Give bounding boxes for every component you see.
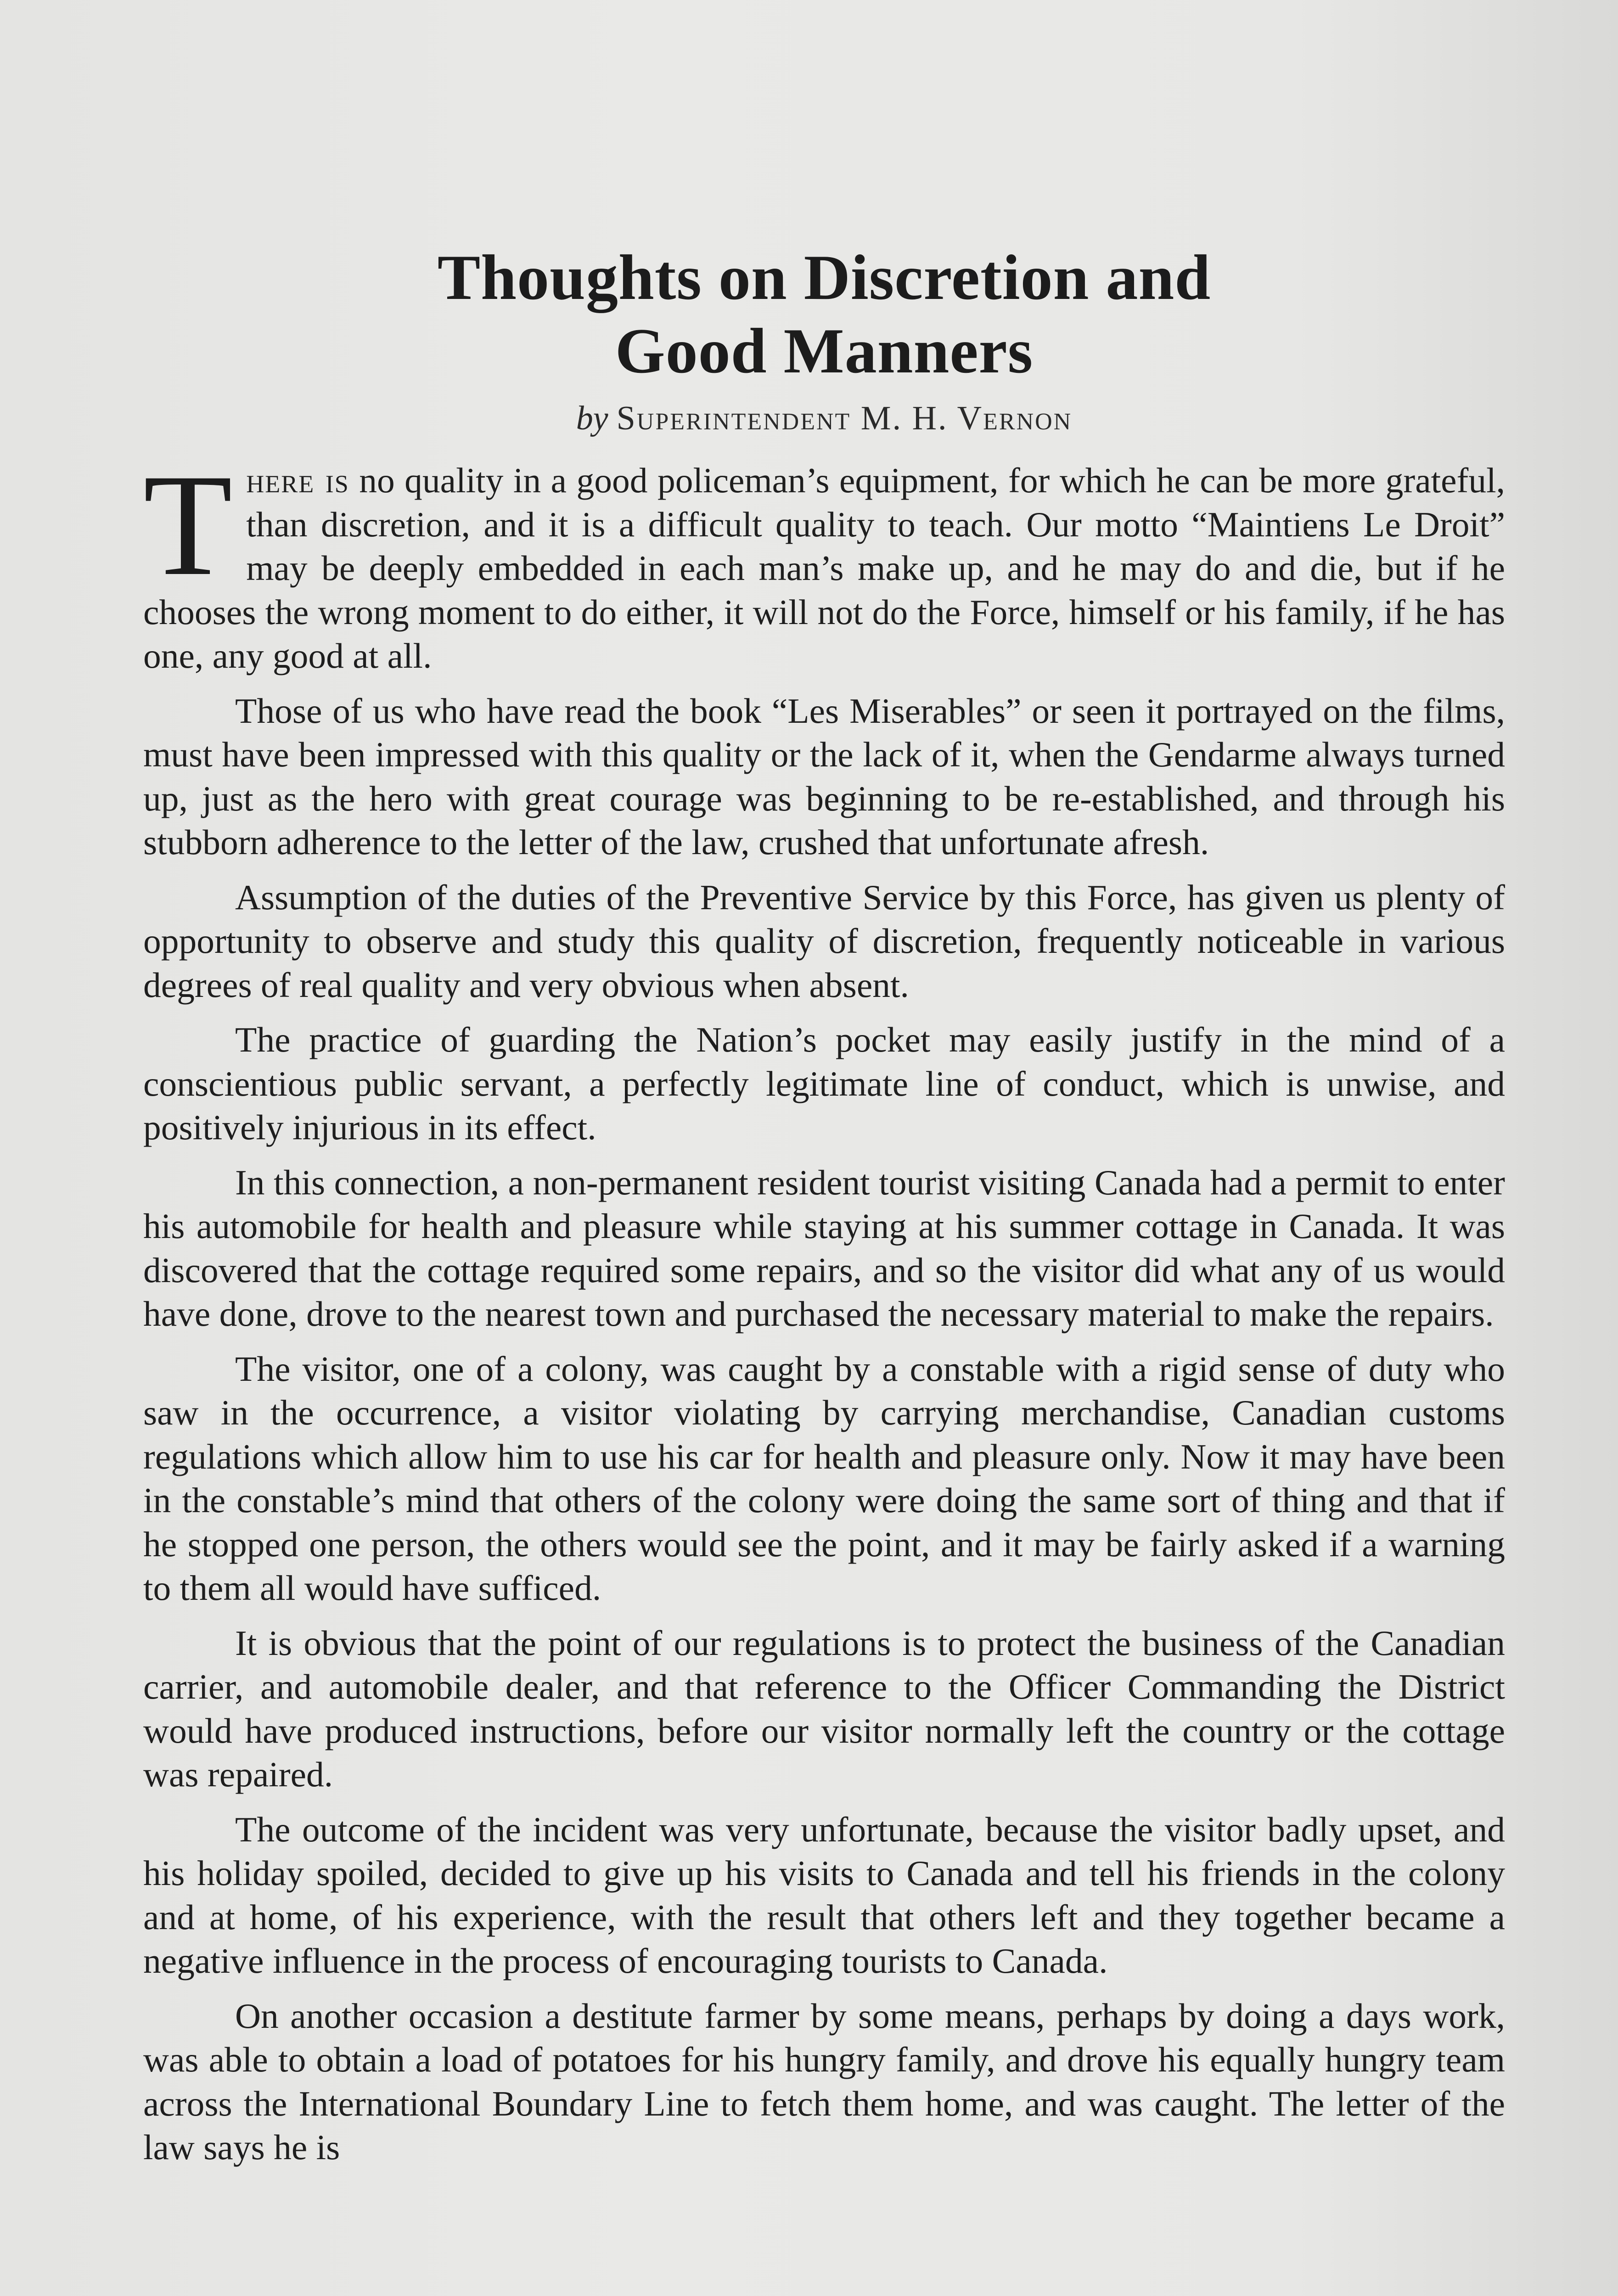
paragraph-7: It is obvious that the point of our regulations is to protect the business of the Canadian carrier, and automobile dealer, and that reference to the Officer Commanding the District would have produced instructions, before our visitor normally left the country or the cottage was repaired. <box>143 1623 1505 1794</box>
paragraph-6: The visitor, one of a colony, was caught by a constable with a rigid sense of duty who saw in the occurrence, a visitor violating by carrying merchandise, Canadian customs regulations which allow him to use his car for health and pleasure only. Now it may have been in the constable’s mind that others of the colony were doing the same sort of thing and that if he stopped one person, the others would see the point, and it may be fairly asked if a warning to them all would have sufficed. <box>143 1349 1505 1608</box>
byline-author: Superintendent M. H. Vernon <box>616 400 1073 437</box>
paragraph-1-text: no quality in a good policeman’s equipment, for which he can be more grateful, than discretion, and it is a difficult quality to teach. Our motto “Maintiens Le Droit” may be deeply embedded in each man’s make up, and he may do and die, but if he chooses the wrong moment to do either, it will not do the Force, himself or his family, if he has one, any good at all. <box>143 461 1506 675</box>
article-title-line-2: Good Manners <box>615 315 1034 387</box>
paragraph-8: The outcome of the incident was very unfortunate, because the visitor badly upset, and his holiday spoiled, decided to give up his visits to Canada and tell his friends in the colony and at home, of his experience, with the result that others left and they together became a negative influence in the process of encouraging tourists to Canada. <box>143 1809 1505 1981</box>
paragraph-3: Assumption of the duties of the Preventive Service by this Force, has given us plenty of opportunity to observe and study this quality of discretion, frequently noticeable in various degrees of real quality and very obvious when absent. <box>143 877 1505 1005</box>
article-title <box>143 241 1505 388</box>
drop-cap: T <box>143 444 233 606</box>
paragraph-5: In this connection, a non-permanent resident tourist visiting Canada had a permit to enter his automobile for health and pleasure while staying at his summer cottage in Canada. It was discovered that the cottage required some repairs, and so the visitor did what any of us would have done, drove to the nearest town and purchased the necessary material to make the repairs. <box>143 1162 1505 1334</box>
byline-prefix: by <box>576 400 608 437</box>
article-byline <box>143 396 1505 440</box>
paragraph-2: Those of us who have read the book “Les Miserables” or seen it portrayed on the films, must have been impressed with this quality or the lack of it, when the Gendarme always turned up, just as the hero with great courage was beginning to be re-established, and through his stubborn adherence to the letter of the law, crushed that unfortunate afresh. <box>143 691 1505 862</box>
paragraph-4: The practice of guarding the Nation’s pocket may easily justify in the mind of a conscientious public servant, a perfectly legitimate line of conduct, which is unwise, and positively injurious in its effect. <box>143 1020 1505 1147</box>
article-column <box>143 241 1505 2181</box>
paragraph-1 <box>143 444 1506 678</box>
article-body <box>143 444 1506 2170</box>
paragraph-9: On another occasion a destitute farmer by some means, perhaps by doing a days work, was able to obtain a load of potatoes for his hungry family, and drove his equally hungry team across the International Boundary Line to fetch them home, and was caught. The letter of the law says he is <box>143 1996 1505 2167</box>
opening-smallcaps: here is <box>246 461 349 500</box>
article-title-line-1: Thoughts on Discretion and <box>437 242 1211 313</box>
